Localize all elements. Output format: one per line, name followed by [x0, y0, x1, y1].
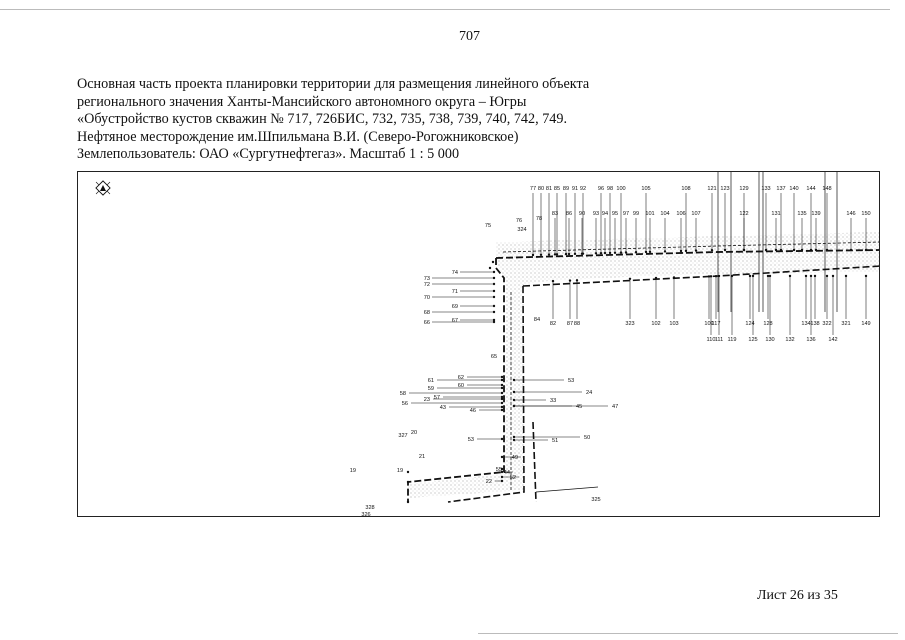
point-label: 21: [418, 454, 426, 460]
point-label: 124: [745, 321, 755, 327]
point-label: 59: [427, 386, 434, 392]
point-label: 74: [451, 270, 458, 276]
point-label: 43: [439, 405, 446, 411]
survey-point: [489, 267, 491, 269]
point-label: 135: [797, 211, 807, 217]
point-label: 51: [552, 438, 559, 444]
point-label: 133: [761, 186, 771, 192]
point-label: 65: [490, 354, 498, 360]
point-label: 94: [601, 211, 609, 217]
point-label: 102: [651, 321, 661, 327]
point-label: 56: [401, 401, 408, 407]
point-label: 138: [810, 321, 820, 327]
survey-point: [407, 471, 409, 473]
point-label: 96: [597, 186, 605, 192]
point-label: 103: [669, 321, 679, 327]
point-label: 136: [806, 337, 816, 343]
page-number: 707: [459, 29, 480, 44]
survey-point: [407, 481, 409, 483]
point-label: 142: [828, 337, 838, 343]
point-label: 45: [576, 404, 583, 410]
point-label: 137: [776, 186, 786, 192]
point-label: 33: [550, 398, 557, 404]
point-label: 98: [606, 186, 614, 192]
point-label: 84: [533, 317, 541, 323]
point-label: 89: [562, 186, 570, 192]
header-line-4: Нефтяное месторождение им.Шпильмана В.И. (Северо-Рогожниковское): [77, 128, 519, 145]
point-label: 77: [529, 186, 537, 192]
point-label: 322: [822, 321, 832, 327]
point-label: 81: [545, 186, 553, 192]
survey-point: [492, 261, 494, 263]
header-line-5: Землепользователь: ОАО «Сургутнефтегаз». Масштаб 1 : 5 000: [77, 146, 460, 163]
point-label: 131: [771, 211, 781, 217]
point-label: 132: [785, 337, 795, 343]
point-label: 76: [515, 218, 523, 224]
compass-icon: [96, 181, 110, 195]
point-label: 107: [691, 211, 701, 217]
point-label: 123: [720, 186, 730, 192]
point-label: 323: [625, 321, 635, 327]
point-label: 134: [801, 321, 811, 327]
point-label: 125: [748, 337, 758, 343]
point-label: 80: [537, 186, 545, 192]
point-label: 82: [549, 321, 557, 327]
sheet-number: Лист 26 из 35: [757, 588, 838, 603]
scan-edge-top: [0, 9, 890, 10]
point-label: 101: [645, 211, 655, 217]
survey-point: [407, 501, 409, 503]
survey-map-drawing: [78, 172, 880, 517]
point-label: 122: [739, 211, 749, 217]
point-label: 67: [451, 318, 458, 324]
point-label: 62: [457, 375, 464, 381]
point-label: 73: [423, 276, 430, 282]
point-label: 93: [592, 211, 600, 217]
point-label: 44: [503, 470, 510, 476]
point-label: 117: [711, 321, 721, 327]
point-label: 121: [707, 186, 717, 192]
point-label: 110: [706, 337, 716, 343]
point-label: 19: [396, 468, 404, 474]
point-label: 58: [399, 391, 406, 397]
point-label: 321: [841, 321, 851, 327]
point-label: 146: [846, 211, 856, 217]
point-label: 57: [433, 395, 440, 401]
point-label: 78: [535, 216, 543, 222]
point-label: 111: [714, 337, 724, 343]
point-label: 49: [511, 455, 518, 461]
point-label: 68: [423, 310, 430, 316]
scan-edge-bottom: [478, 633, 898, 634]
point-label: 128: [763, 321, 773, 327]
point-label: 148: [822, 186, 832, 192]
point-label: 24: [586, 390, 593, 396]
point-label: 70: [423, 295, 430, 301]
point-label: 23: [423, 397, 430, 403]
point-label: 95: [611, 211, 619, 217]
point-label: 97: [622, 211, 630, 217]
point-label: 144: [806, 186, 816, 192]
header-line-1: Основная часть проекта планировки территории для размещения линейного объекта: [77, 76, 590, 92]
point-label: 52: [509, 475, 516, 481]
point-label: 327: [398, 433, 408, 439]
point-label: 50: [584, 435, 591, 441]
point-label: 325: [591, 497, 601, 503]
header-line-3: «Обустройство кустов скважин № 717, 726БИС, 732, 735, 738, 739, 740, 742, 749.: [77, 111, 568, 128]
point-label: 60: [457, 383, 464, 389]
point-label: 130: [765, 337, 775, 343]
point-label: 99: [632, 211, 640, 217]
point-label: 324: [517, 227, 527, 233]
point-label: 69: [451, 304, 458, 310]
point-label: 139: [811, 211, 821, 217]
point-label: 66: [423, 320, 430, 326]
point-label: 22: [485, 479, 492, 485]
point-label: 90: [578, 211, 586, 217]
survey-map: [77, 171, 880, 517]
point-label: 91: [571, 186, 579, 192]
point-label: 129: [739, 186, 749, 192]
point-label: 85: [553, 186, 561, 192]
point-label: 109: [704, 321, 714, 327]
point-label: 105: [641, 186, 651, 192]
survey-points: [407, 249, 867, 503]
point-label: 53: [568, 378, 575, 384]
point-label: 46: [469, 408, 476, 414]
point-label: 106: [676, 211, 686, 217]
document-header: [77, 76, 589, 164]
point-label: 83: [551, 211, 559, 217]
point-label: 326: [361, 512, 371, 518]
point-label: 86: [565, 211, 573, 217]
point-label: 87: [566, 321, 574, 327]
point-label: 53: [467, 437, 474, 443]
point-label: 20: [410, 430, 418, 436]
point-label: 108: [681, 186, 691, 192]
point-label: 72: [423, 282, 430, 288]
point-label: 149: [861, 321, 871, 327]
point-label: 19: [349, 468, 356, 474]
point-label: 104: [660, 211, 670, 217]
point-label: 47: [612, 404, 619, 410]
point-label: 55: [495, 467, 502, 473]
point-label: 71: [451, 289, 458, 295]
point-label: 119: [727, 337, 737, 343]
point-label: 140: [789, 186, 799, 192]
point-label: 61: [427, 378, 434, 384]
header-line-2: регионального значения Ханты-Мансийского автономного округа – Югры: [77, 93, 527, 110]
point-label: 328: [365, 505, 375, 511]
point-label: 92: [579, 186, 587, 192]
point-label: 150: [861, 211, 871, 217]
point-label: 75: [484, 223, 492, 229]
point-label: 88: [573, 321, 581, 327]
point-label: 100: [616, 186, 626, 192]
